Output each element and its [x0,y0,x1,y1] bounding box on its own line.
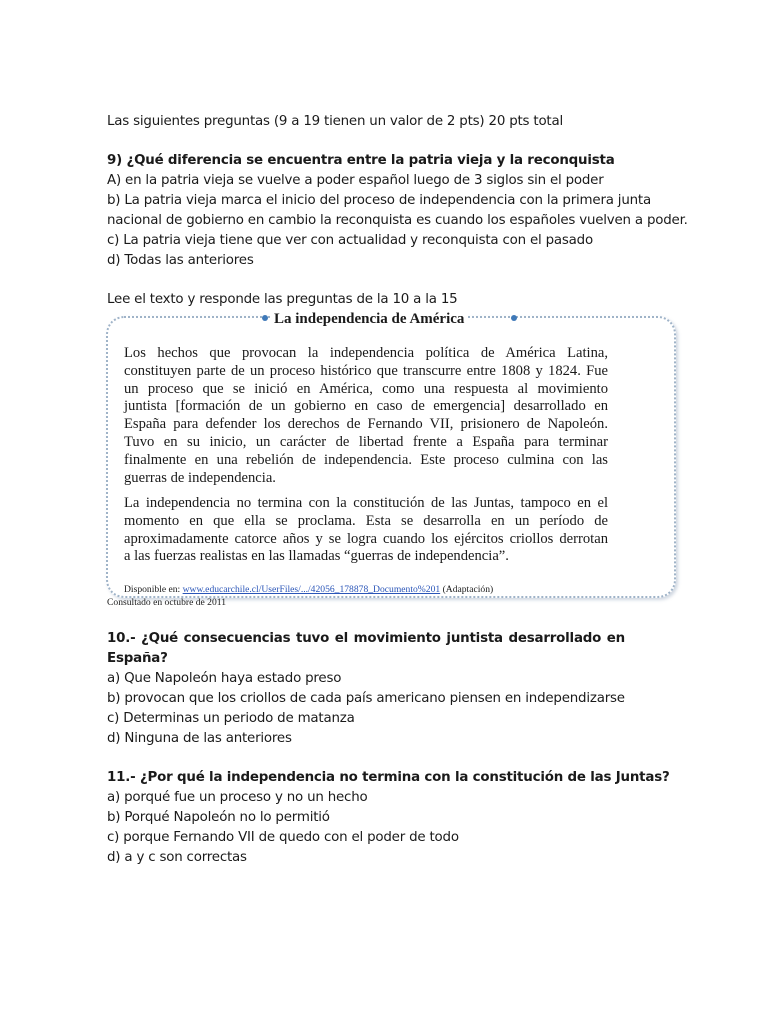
q11-option-d: d) a y c son correctas [107,850,247,865]
consulted-date: Consultado en octubre de 2011 [107,597,227,608]
q10-option-c: c) Determinas un periodo de matanza [107,711,355,726]
q11-option-b: b) Porqué Napoleón no lo permitió [107,810,330,825]
instructions-text: Las siguientes preguntas (9 a 19 tienen un valor de 2 pts) 20 pts total [107,114,564,129]
source-link[interactable]: www.educarchile.cl/UserFiles/.../42056_178878_Documento%201 [182,584,441,595]
p1-line: España para defender los derechos de Fernando VII, prisionero de Napoleón. [124,416,608,433]
p1-line: finalmente en una rebelión de independencia. Este proceso culmina con las [124,451,608,468]
p1-line: un proceso que se inició en América, como una respuesta al movimiento [124,380,608,397]
q11-option-c: c) porque Fernando VII de quedo con el poder de todo [107,830,459,845]
q11-option-a: a) porqué fue un proceso y no un hecho [107,790,368,805]
p1-line: Los hechos que provocan la independencia política de América Latina, [124,345,608,361]
reading-instructions: Lee el texto y responde las preguntas de la 10 a la 15 [107,292,458,307]
q10-option-b: b) provocan que los criollos de cada país americano piensen en independizarse [107,691,625,706]
source-prefix: Disponible en: [124,584,183,595]
p1-line: juntista [formación de un gobierno en caso de emergencia] desarrollado en [124,398,608,415]
q9-option-b-line1: b) La patria vieja marca el inicio del proceso de independencia con la primera junta [107,193,651,208]
p2-line: a las fuerzas realistas en las llamadas “guerras de independencia”. [124,548,509,565]
p1-line: constituyen parte de un proceso histórico que transcurre entre 1808 y 1824. Fue [124,362,608,379]
p1-line: Tuvo en su inicio, un carácter de libertad frente a España para terminar [124,433,608,450]
q10-option-a: a) Que Napoleón haya estado preso [107,671,342,686]
reading-paragraph-1 [124,345,608,487]
question-10-line2: España? [107,651,168,666]
q10-option-d: d) Ninguna de las anteriores [107,731,292,746]
source-citation [124,584,493,595]
q9-option-c: c) La patria vieja tiene que ver con actualidad y reconquista con el pasado [107,233,593,248]
p2-line: momento en que ella se proclama. Esta se desarrolla en un período de [124,512,608,529]
box-dot-left [262,315,268,321]
p2-line: La independencia no termina con la constitución de las Juntas, tampoco en el [124,495,608,511]
q9-option-d: d) Todas las anteriores [107,253,254,268]
reading-title: La independencia de América [270,311,468,328]
q9-option-b-line2: nacional de gobierno en cambio la reconquista es cuando los españoles vuelven a poder. [107,213,688,228]
question-10-line1: 10.- ¿Qué consecuencias tuvo el movimiento juntista desarrollado en [107,631,625,646]
question-11: 11.- ¿Por qué la independencia no termina con la constitución de las Juntas? [107,770,670,785]
p2-line: aproximadamente catorce años y se logra cuando los ejércitos criollos derrotan [124,530,608,547]
q9-option-a: A) en la patria vieja se vuelve a poder español luego de 3 siglos sin el poder [107,173,604,188]
box-dot-right [511,315,517,321]
question-9: 9) ¿Qué diferencia se encuentra entre la patria vieja y la reconquista [107,153,615,168]
source-suffix: (Adaptación) [440,584,494,595]
p1-line: guerras de independencia. [124,469,276,486]
reading-paragraph-2 [124,495,608,566]
